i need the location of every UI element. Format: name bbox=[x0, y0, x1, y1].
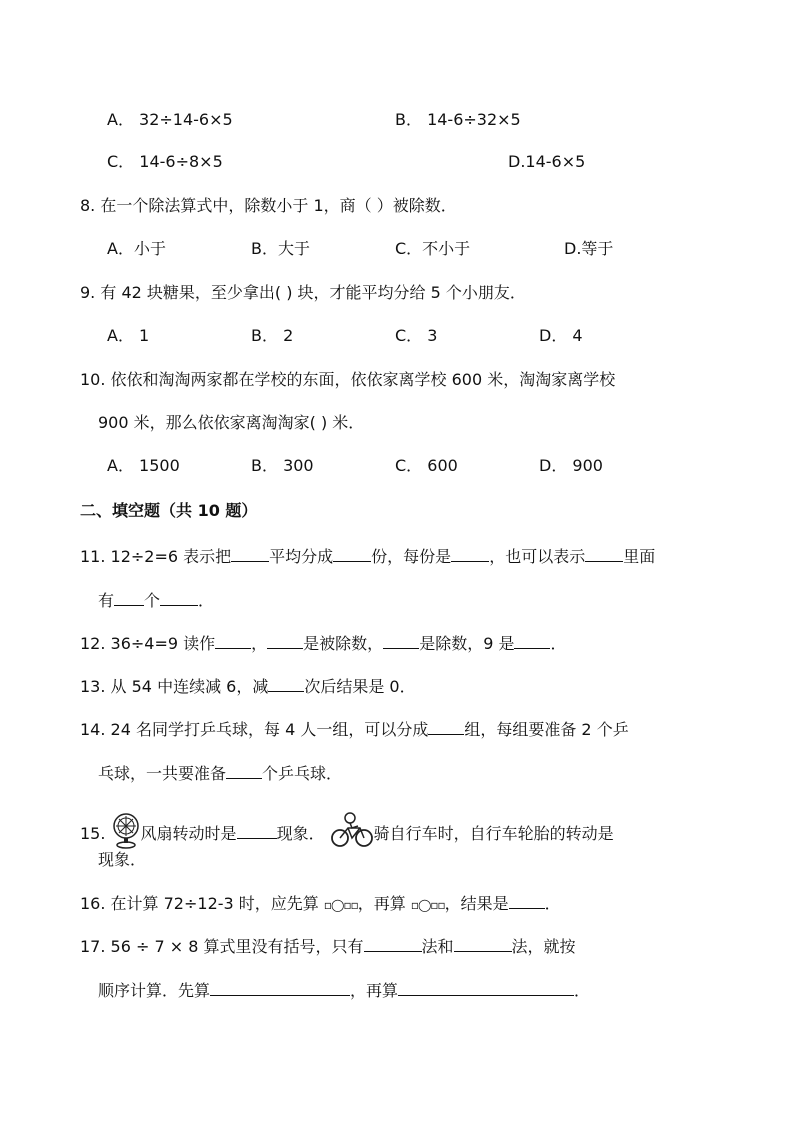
q11-text-3: 份，每份是 bbox=[371, 547, 452, 566]
q17-text-1: 17. 56 ÷ 7 × 8 算式里没有括号，只有 bbox=[80, 937, 364, 956]
q12-blank-1[interactable] bbox=[215, 632, 251, 649]
section-title-fill-in: 二、填空题（共 10 题） bbox=[80, 501, 258, 520]
q9-option-b: B． 2 bbox=[251, 326, 294, 345]
q17-text-6: ． bbox=[574, 981, 591, 1000]
q8-option-c: C．不小于 bbox=[395, 239, 471, 258]
q8-option-d: D.等于 bbox=[564, 239, 614, 258]
q12-text-4: 是除数，9 是 bbox=[419, 634, 515, 653]
q8-option-a: A．小于 bbox=[107, 239, 166, 258]
q17-blank-3[interactable] bbox=[210, 979, 350, 996]
q11-text-5: 里面 bbox=[623, 547, 656, 566]
q13-line bbox=[80, 675, 416, 697]
q12-text-5: ． bbox=[550, 634, 567, 653]
q16-text-4: ． bbox=[544, 894, 561, 913]
q15-text-2: 现象． bbox=[276, 824, 325, 843]
q11-text-1: 11. 12÷2=6 表示把 bbox=[80, 547, 232, 566]
q8-option-b: B．大于 bbox=[251, 239, 310, 258]
q17-line2 bbox=[98, 979, 590, 1001]
q16-text-3: ，结果是 bbox=[444, 894, 509, 913]
q11-blank-2[interactable] bbox=[333, 545, 371, 562]
q15-text-3: 骑自行车时，自行车轮胎的转动是 bbox=[373, 824, 614, 843]
q11-blank-6[interactable] bbox=[160, 589, 198, 606]
q15-number: 15. bbox=[80, 824, 106, 843]
q12-text-1: 12. 36÷4=9 读作 bbox=[80, 634, 216, 653]
q14-text-4: 个乒乓球． bbox=[262, 764, 343, 783]
q12-line bbox=[80, 632, 566, 654]
q7-option-d: D.14-6×5 bbox=[508, 152, 586, 171]
q12-blank-3[interactable] bbox=[383, 632, 419, 649]
q9-stem: 9. 有 42 块糖果，至少拿出( ) 块，才能平均分给 5 个小朋友． bbox=[80, 283, 526, 302]
q11-line1 bbox=[80, 545, 655, 567]
q17-blank-1[interactable] bbox=[364, 935, 422, 952]
q11-line2 bbox=[98, 589, 214, 611]
q7-option-c: C． 14-6÷8×5 bbox=[107, 152, 223, 171]
q14-text-2: 组，每组要准备 2 个乒 bbox=[464, 720, 629, 739]
q10-stem-line1: 10. 依依和淘淘两家都在学校的东面，依依家离学校 600 米，淘淘家离学校 bbox=[80, 370, 616, 389]
q11-blank-5[interactable] bbox=[114, 589, 144, 606]
q11-text-2: 平均分成 bbox=[269, 547, 334, 566]
q10-option-a: A． 1500 bbox=[107, 456, 180, 475]
q9-option-c: C． 3 bbox=[395, 326, 438, 345]
q17-blank-4[interactable] bbox=[398, 979, 574, 996]
q14-line2 bbox=[98, 762, 342, 784]
q17-text-2: 法和 bbox=[421, 937, 454, 956]
q11-blank-4[interactable] bbox=[585, 545, 623, 562]
q16-line bbox=[80, 892, 561, 915]
q15-line2: 现象． bbox=[98, 850, 147, 869]
q13-blank-1[interactable] bbox=[268, 675, 304, 692]
q13-text-1: 13. 从 54 中连续减 6，减 bbox=[80, 677, 269, 696]
q14-blank-2[interactable] bbox=[226, 762, 262, 779]
q10-option-b: B． 300 bbox=[251, 456, 314, 475]
q16-glyph-placeholder-1: ▫◯▫▫ bbox=[323, 898, 358, 912]
q12-text-2: ， bbox=[251, 634, 268, 653]
q10-stem-line2: 900 米，那么依依家离淘淘家( ) 米． bbox=[98, 413, 365, 432]
q7-option-a: A． 32÷14-6×5 bbox=[107, 110, 233, 129]
q10-option-c: C． 600 bbox=[395, 456, 458, 475]
q12-blank-2[interactable] bbox=[267, 632, 303, 649]
q12-blank-4[interactable] bbox=[514, 632, 550, 649]
q11-text-6: 有 bbox=[98, 591, 115, 610]
q7-option-b: B． 14-6÷32×5 bbox=[395, 110, 521, 129]
q17-text-3: 法，就按 bbox=[511, 937, 576, 956]
q11-text-7: 个 bbox=[144, 591, 161, 610]
q9-option-a: A． 1 bbox=[107, 326, 150, 345]
q17-text-5: ，再算 bbox=[350, 981, 399, 1000]
q15-line1 bbox=[80, 811, 614, 858]
q12-text-3: 是被除数， bbox=[303, 634, 384, 653]
q16-text-1: 16. 在计算 72÷12-3 时，应先算 bbox=[80, 894, 319, 913]
q8-stem: 8. 在一个除法算式中，除数小于 1，商（ ）被除数． bbox=[80, 196, 457, 215]
q16-glyph-placeholder-2: ▫◯▫▫ bbox=[410, 898, 445, 912]
q14-text-1: 14. 24 名同学打乒乓球，每 4 人一组，可以分成 bbox=[80, 720, 429, 739]
q17-text-4: 顺序计算．先算 bbox=[98, 981, 211, 1000]
q14-text-3: 乓球，一共要准备 bbox=[98, 764, 227, 783]
q11-text-8: ． bbox=[198, 591, 215, 610]
q15-text-1: 风扇转动时是 bbox=[140, 824, 237, 843]
q17-line1 bbox=[80, 935, 576, 957]
q11-blank-1[interactable] bbox=[231, 545, 269, 562]
q16-text-2: ，再算 bbox=[357, 894, 406, 913]
q17-blank-2[interactable] bbox=[454, 935, 512, 952]
q14-blank-1[interactable] bbox=[428, 718, 464, 735]
q15-blank-1[interactable] bbox=[237, 822, 277, 839]
q11-text-4: ，也可以表示 bbox=[489, 547, 586, 566]
q11-blank-3[interactable] bbox=[451, 545, 489, 562]
q13-text-2: 次后结果是 0． bbox=[304, 677, 416, 696]
q16-blank-1[interactable] bbox=[509, 892, 545, 909]
bicycle-rider-icon bbox=[330, 812, 374, 857]
q14-line1 bbox=[80, 718, 629, 740]
q9-option-d: D． 4 bbox=[539, 326, 583, 345]
q10-option-d: D． 900 bbox=[539, 456, 603, 475]
